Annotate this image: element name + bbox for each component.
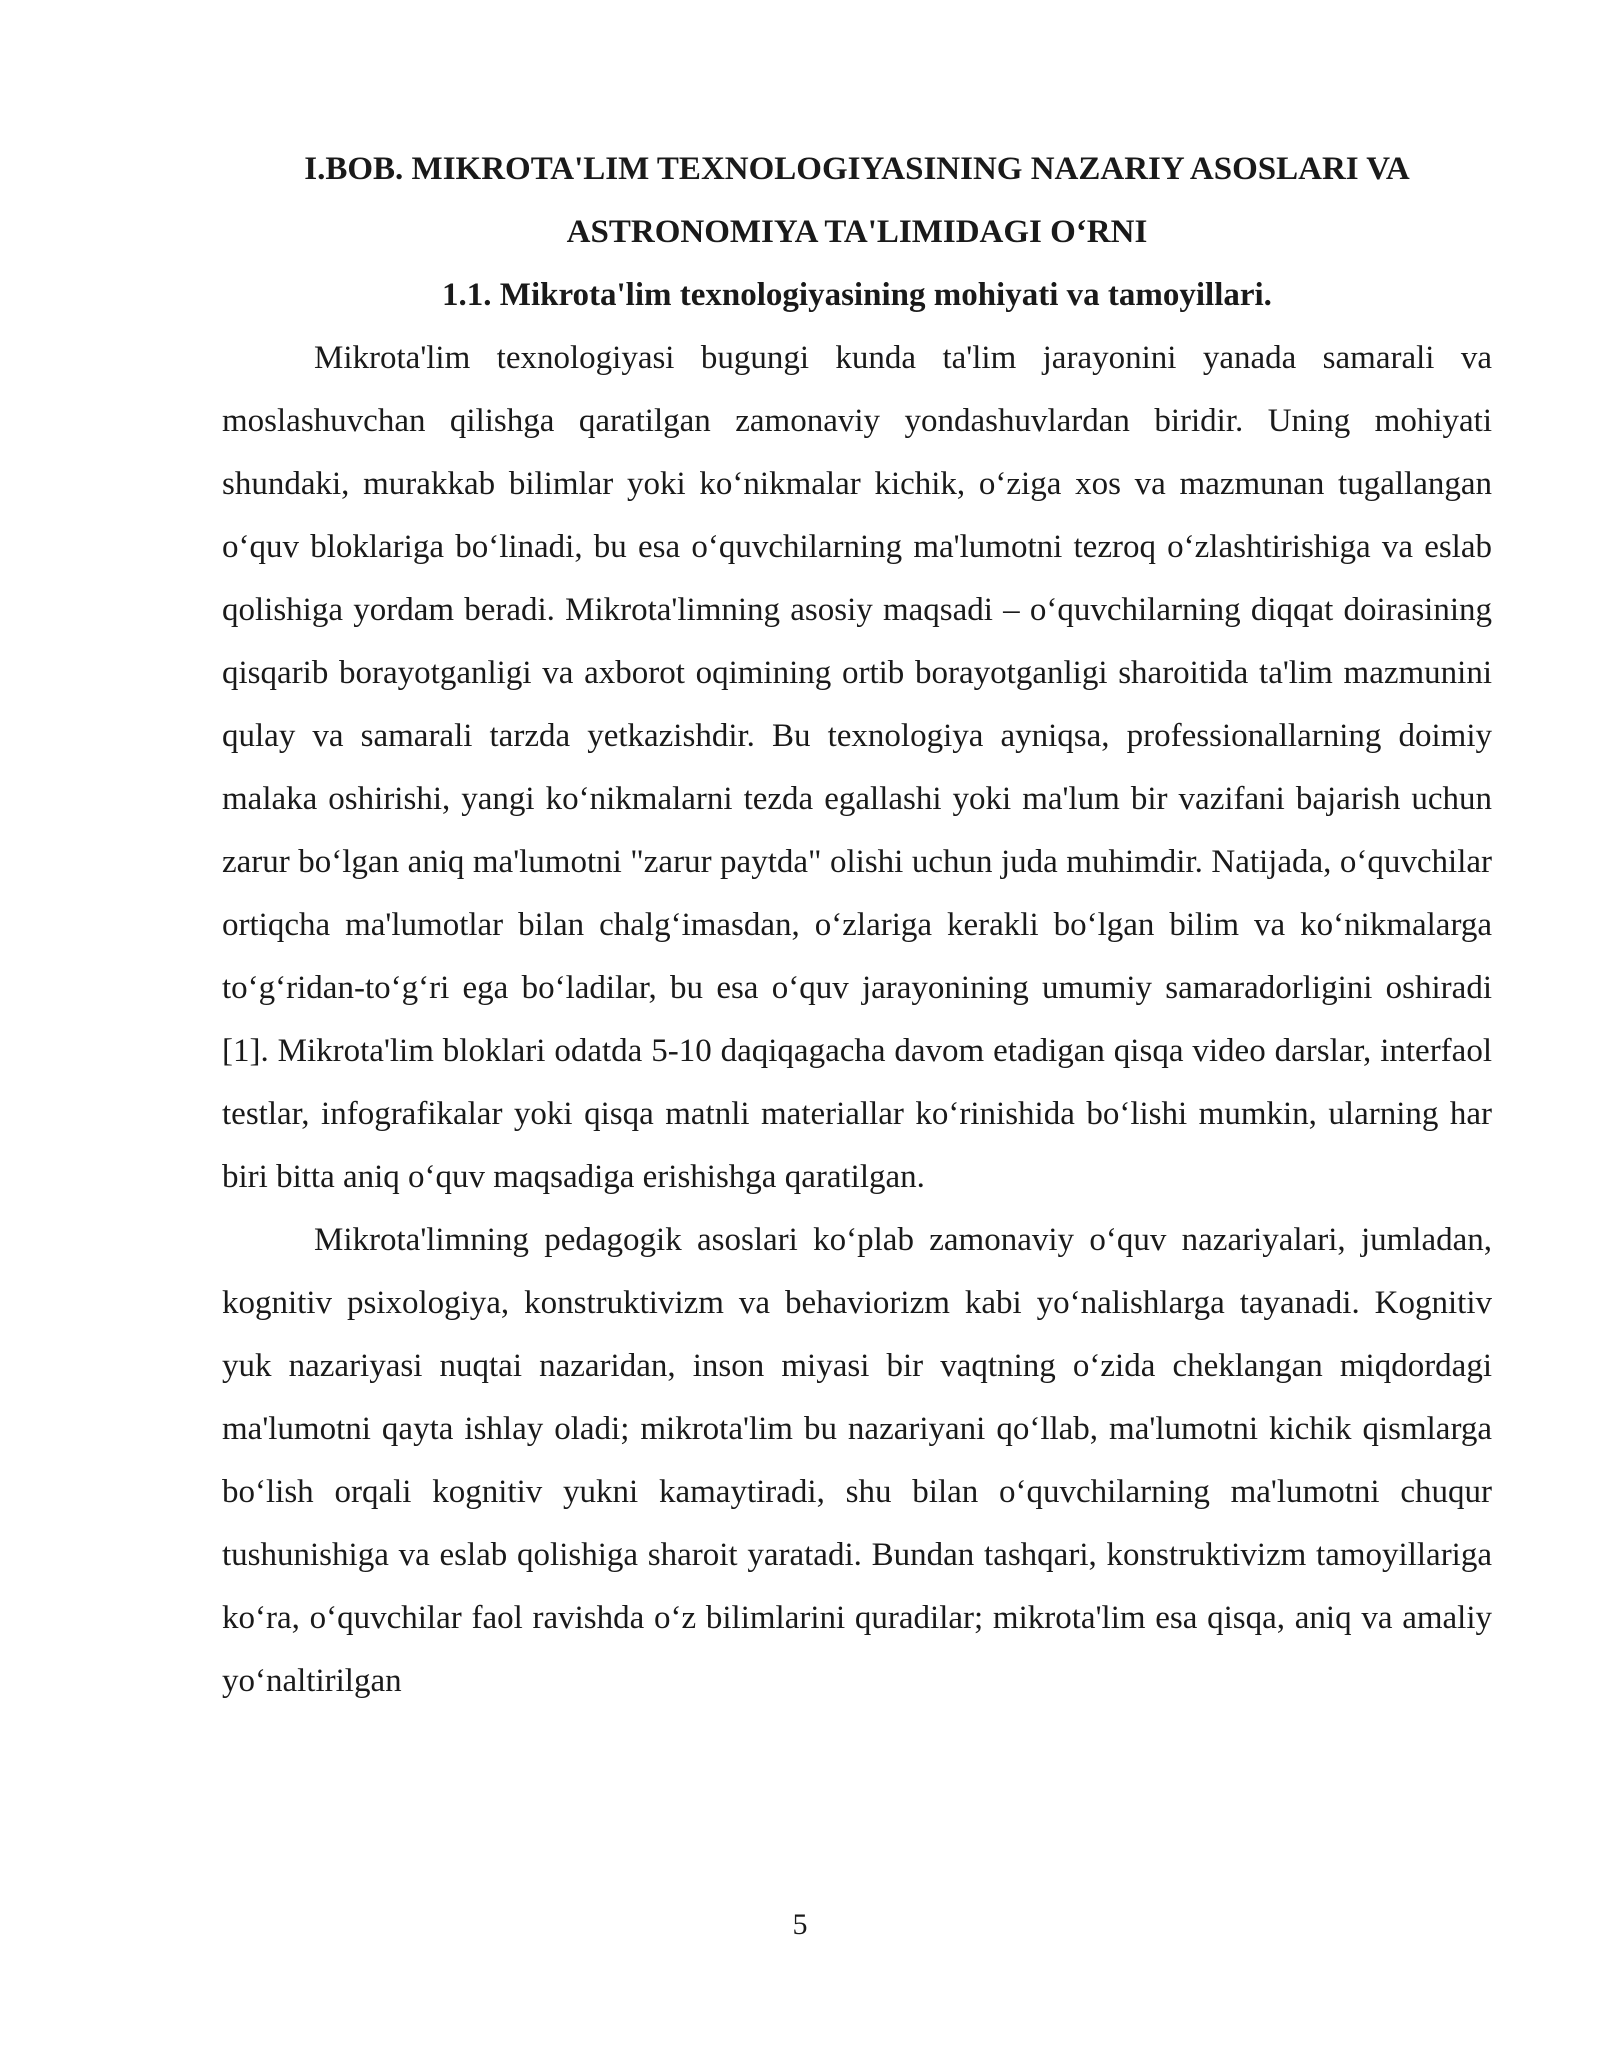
paragraph-2: Mikrota'limning pedagogik asoslari ko‘plab zamonaviy o‘quv nazariyalari, jumladan, kognitiv psixologiya, konstruktivizm va behaviorizm kabi yo‘nalishlarga tayanadi. Kognitiv yuk nazariyasi nuqtai nazaridan, inson miyasi bir vaqtning o‘zida cheklangan miqdordagi ma'lumotni qayta ishlay oladi; mikrota'lim bu nazariyani qo‘llab, ma'lumotni kichik qismlarga bo‘lish orqali kognitiv yukni kamaytiradi, shu bilan o‘quvchilarning ma'lumotni chuqur tushunishiga va eslab qolishiga sharoit yaratadi. Bundan tashqari, konstruktivizm tamoyillariga ko‘ra, o‘quvchilar faol ravishda o‘z bilimlarini quradilar; mikrota'lim esa qisqa, aniq va amaliy yo‘naltirilgan [222,1222,1492,1699]
page-number: 5 [792,1908,808,1941]
paragraph-1: Mikrota'lim texnologiyasi bugungi kunda ta'lim jarayonini yanada samarali va moslashuvchan qilishga qaratilgan zamonaviy yondashuvlardan biridir. Uning mohiyati shundaki, murakkab bilimlar yoki ko‘nikmalar kichik, o‘ziga xos va mazmunan tugallangan o‘quv bloklariga bo‘linadi, bu esa o‘quvchilarning ma'lumotni tezroq o‘zlashtirishiga va eslab qolishiga yordam beradi. Mikrota'limning asosiy maqsadi – o‘quvchilarning diqqat doirasining qisqarib borayotganligi va axborot oqimining ortib borayotganligi sharoitida ta'lim mazmunini qulay va samarali tarzda yetkazishdir. Bu texnologiya ayniqsa, professionallarning doimiy malaka oshirishi, yangi ko‘nikmalarni tezda egallashi yoki ma'lum bir vazifani bajarish uchun zarur bo‘lgan aniq ma'lumotni "zarur paytda" olishi uchun juda muhimdir. Natijada, o‘quvchilar ortiqcha ma'lumotlar bilan chalg‘imasdan, o‘zlariga kerakli bo‘lgan bilim va ko‘nikmalarga to‘g‘ridan-to‘g‘ri ega bo‘ladilar, bu esa o‘quv jarayonining umumiy samaradorligini oshiradi [1]. Mikrota'lim bloklari odatda 5-10 daqiqagacha davom etadigan qisqa video darslar, interfaol testlar, infografikalar yoki qisqa matnli materiallar ko‘rinishida bo‘lishi mumkin, ularning har biri bitta aniq o‘quv maqsadiga erishishga qaratilgan. [222,340,1492,1195]
section-title: 1.1. Mikrota'lim texnologiyasining mohiyati va tamoyillari. [442,277,1272,313]
body-text [222,327,1492,1713]
chapter-title: I.BOB. MIKROTA'LIM TEXNOLOGIYASINING NAZARIY ASOSLARI VA ASTRONOMIYA TA'LIMIDAGI O‘RNI [304,151,1410,250]
